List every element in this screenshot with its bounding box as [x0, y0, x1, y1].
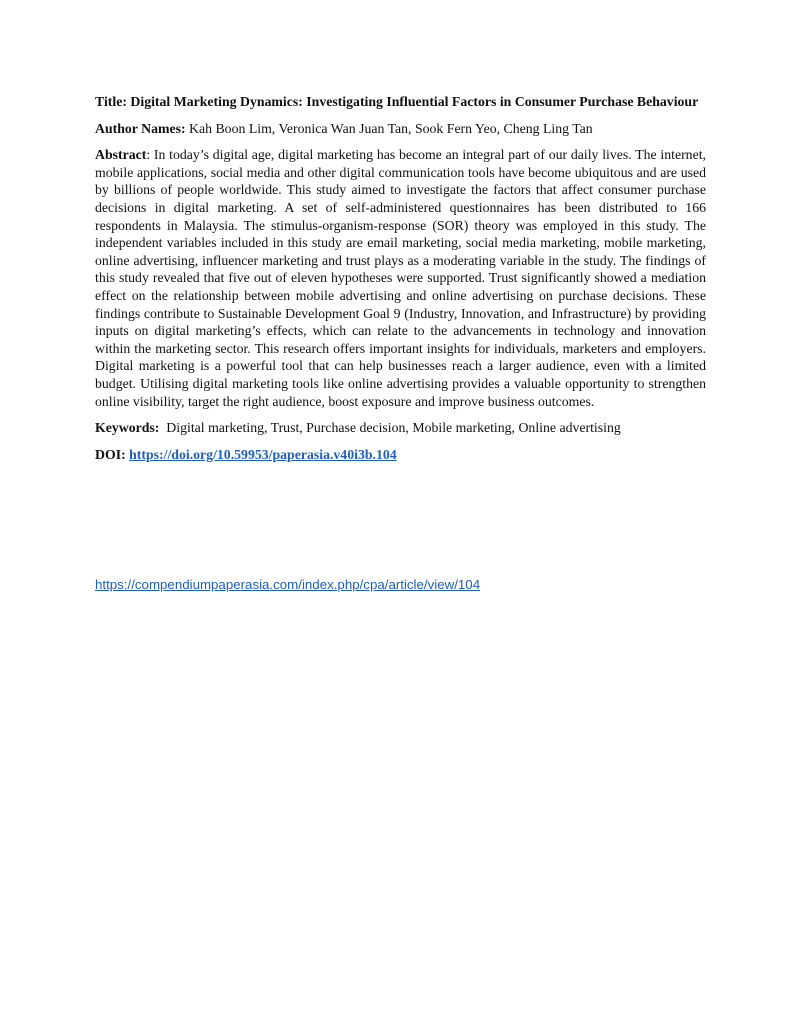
- author-names: Kah Boon Lim, Veronica Wan Juan Tan, Sook Fern Yeo, Cheng Ling Tan: [189, 120, 593, 136]
- paper-title: Digital Marketing Dynamics: Investigating Influential Factors in Consumer Purchase Behaviour: [130, 94, 699, 109]
- title-label: Title:: [95, 94, 127, 109]
- abstract-paragraph: [95, 146, 706, 410]
- doi-link[interactable]: https://doi.org/10.59953/paperasia.v40i3b.104: [129, 446, 397, 462]
- keywords-paragraph: [95, 419, 706, 437]
- abstract-text: : In today’s digital age, digital marketing has become an integral part of our daily lives. The internet, mobile applications, social media and other digital communication tools have become ubiquitous and are used by billions of people worldwide. This study aimed to investigate the factors that affect consumer purchase decisions in digital marketing. A set of self-administered questionnaires has been distributed to 166 respondents in Malaysia. The stimulus-organism-response (SOR) theory was employed in this study. The independent variables included in this study are email marketing, social media marketing, mobile marketing, online advertising, influencer marketing and trust plays as a moderating variable in the study. The findings of this study revealed that five out of eleven hypotheses were supported. Trust significantly showed a mediation effect on the relationship between mobile advertising and online advertising on purchase decisions. These findings contribute to Sustainable Development Goal 9 (Industry, Innovation, and Infrastructure) by providing inputs on digital marketing’s effects, which can relate to the advancements in technology and innovation within the marketing sector. This research offers important insights for individuals, marketers and employers. Digital marketing is a powerful tool that can help businesses reach a larger audience, even with a limited budget. Utilising digital marketing tools like online advertising provides a valuable opportunity to strengthen online visibility, target the right audience, boost exposure and improve business outcomes.: [95, 147, 706, 409]
- abstract-label: Abstract: [95, 147, 147, 163]
- authors-label: Author Names:: [95, 120, 186, 136]
- keywords-text: Digital marketing, Trust, Purchase decision, Mobile marketing, Online advertising: [166, 420, 621, 436]
- title-paragraph: [95, 93, 706, 111]
- doi-label: DOI:: [95, 446, 126, 462]
- authors-paragraph: [95, 120, 706, 138]
- document-body: [95, 93, 706, 472]
- keywords-label: Keywords:: [95, 420, 160, 436]
- article-url-link[interactable]: https://compendiumpaperasia.com/index.php/cpa/article/view/104: [95, 577, 481, 592]
- doi-paragraph: [95, 446, 706, 464]
